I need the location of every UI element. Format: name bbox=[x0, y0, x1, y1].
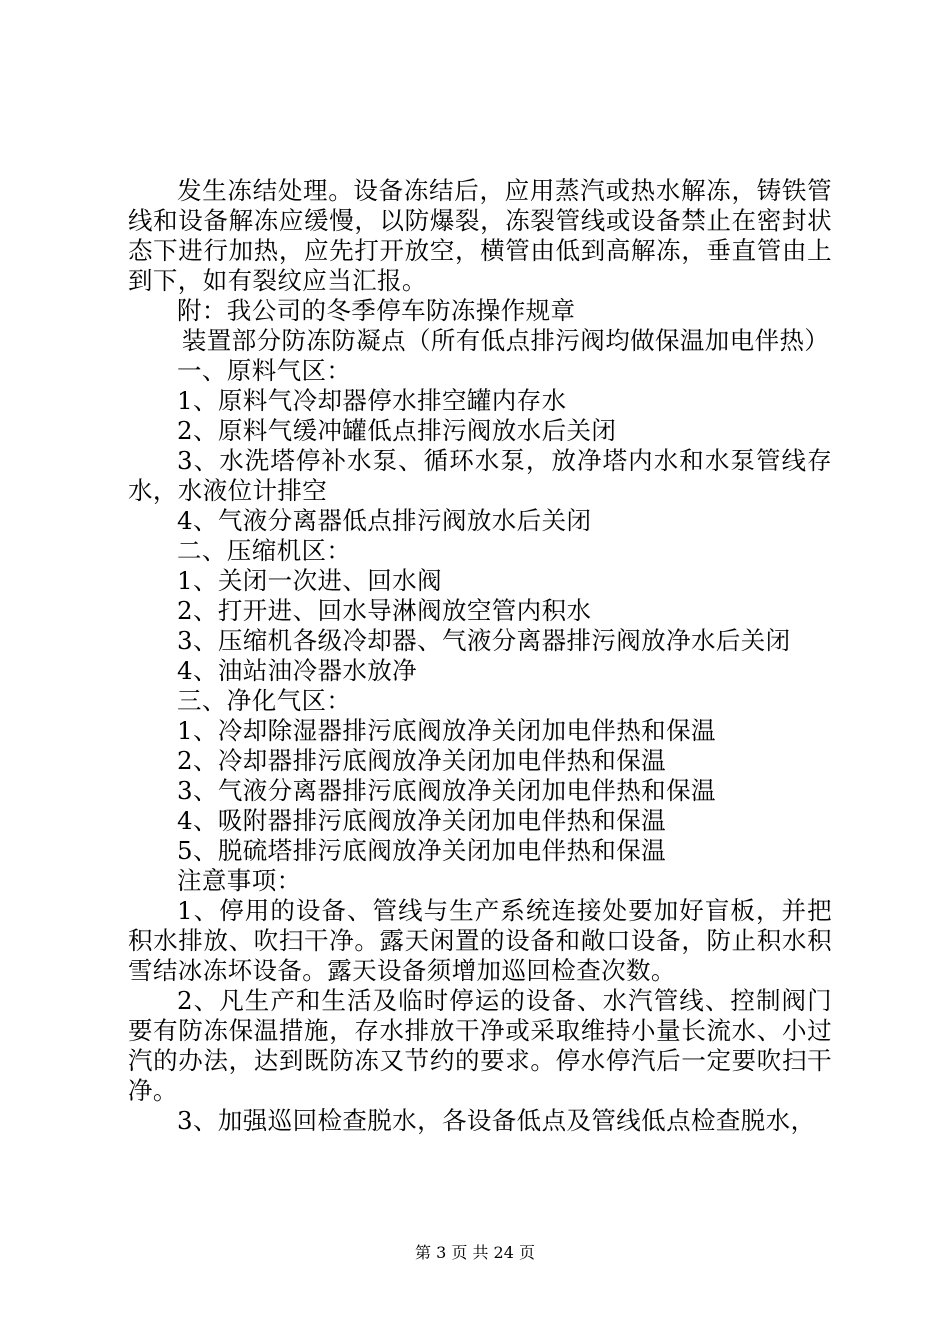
page-number-footer: 第 3 页 共 24 页 bbox=[415, 1243, 535, 1262]
list-item: 2、原料气缓冲罐低点排污阀放水后关闭 bbox=[177, 416, 617, 445]
list-item: 3、气液分离器排污底阀放净关闭加电伴热和保温 bbox=[177, 776, 716, 805]
list-item: 4、吸附器排污底阀放净关闭加电伴热和保温 bbox=[177, 806, 667, 835]
list-item: 3、水洗塔停补水泵、循环水泵，放净塔内水和水泵管线存水，水液位计排空 bbox=[128, 446, 832, 505]
paragraph-antifreeze-points: 装置部分防冻防凝点（所有低点排污阀均做保温加电伴热） bbox=[181, 326, 830, 355]
list-item: 4、油站油冷器水放净 bbox=[177, 656, 418, 685]
list-item: 5、脱硫塔排污底阀放净关闭加电伴热和保温 bbox=[177, 836, 667, 865]
list-item: 2、冷却器排污底阀放净关闭加电伴热和保温 bbox=[177, 746, 667, 775]
note-item: 1、停用的设备、管线与生产系统连接处要加好盲板，并把积水排放、吹扫干净。露天闲置的设备和敞口设备，防止积水积雪结冰冻坏设备。露天设备须增加巡回检查次数。 bbox=[128, 896, 832, 985]
list-item: 1、冷却除湿器排污底阀放净关闭加电伴热和保温 bbox=[177, 716, 716, 745]
section-heading-feed-gas: 一、原料气区： bbox=[177, 356, 352, 385]
document-body bbox=[128, 176, 832, 1136]
note-item: 2、凡生产和生活及临时停运的设备、水汽管线、控制阀门要有防冻保温措施，存水排放干净或采取维持小量长流水、小过汽的办法，达到既防冻又节约的要求。停水停汽后一定要吹扫干净。 bbox=[128, 986, 832, 1105]
list-item: 1、关闭一次进、回水阀 bbox=[177, 566, 442, 595]
section-heading-compressor: 二、压缩机区： bbox=[177, 536, 352, 565]
list-item: 1、原料气冷却器停水排空罐内存水 bbox=[177, 386, 567, 415]
section-heading-notes: 注意事项： bbox=[177, 866, 302, 895]
note-item: 3、加强巡回检查脱水，各设备低点及管线低点检查脱水， bbox=[177, 1106, 816, 1135]
list-item: 3、压缩机各级冷却器、气液分离器排污阀放净水后关闭 bbox=[177, 626, 791, 655]
list-item: 2、打开进、回水导淋阀放空管内积水 bbox=[177, 596, 592, 625]
paragraph-thaw-procedure: 发生冻结处理。设备冻结后，应用蒸汽或热水解冻，铸铁管线和设备解冻应缓慢，以防爆裂，冻裂管线或设备禁止在密封状态下进行加热，应先打开放空，横管由低到高解冻，垂直管由上到下，如有裂纹应当汇报。 bbox=[128, 176, 832, 295]
paragraph-appendix-title: 附：我公司的冬季停车防冻操作规章 bbox=[177, 296, 576, 325]
list-item: 4、气液分离器低点排污阀放水后关闭 bbox=[177, 506, 592, 535]
section-heading-purified-gas: 三、净化气区： bbox=[177, 686, 352, 715]
